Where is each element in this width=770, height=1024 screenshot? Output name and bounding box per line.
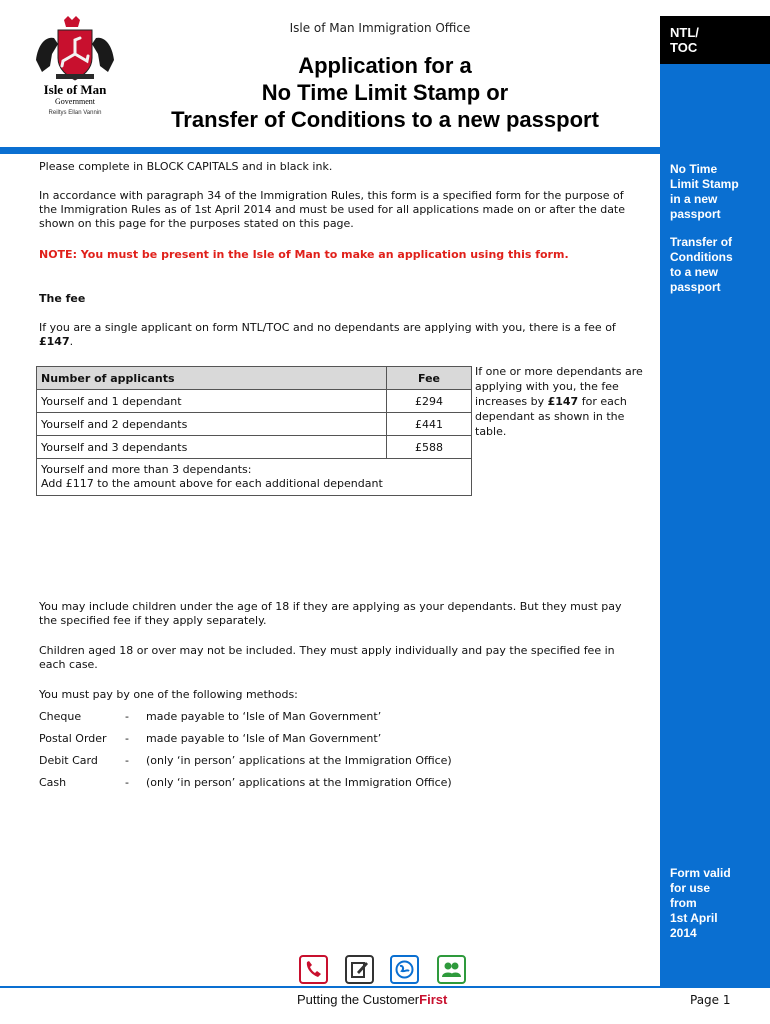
sidebar-line: passport bbox=[670, 207, 721, 221]
additional-line-2: Add £117 to the amount above for each additional dependant bbox=[41, 477, 383, 490]
office-title: Isle of Man Immigration Office bbox=[289, 21, 471, 35]
instruction-block-capitals: Please complete in BLOCK CAPITALS and in black ink. bbox=[39, 160, 333, 173]
sidebar-line: Conditions bbox=[670, 250, 733, 264]
children-over-18-text: Children aged 18 or over may not be included. They must apply individually and pay the specified fee in each case. bbox=[39, 644, 615, 671]
payment-dash: - bbox=[125, 710, 129, 723]
fee-amount: £147 bbox=[39, 335, 70, 348]
payment-detail: made payable to ‘Isle of Man Government’ bbox=[146, 732, 382, 745]
fee-cell: £588 bbox=[387, 436, 472, 459]
sidebar-line: Form valid bbox=[670, 866, 731, 880]
payment-detail: (only ‘in person’ applications at the Immigration Office) bbox=[146, 776, 452, 789]
payment-dash: - bbox=[125, 754, 129, 767]
form-code-line-2: TOC bbox=[670, 40, 698, 55]
tagline-customer: Customer bbox=[362, 992, 420, 1007]
fee-intro-text: If you are a single applicant on form NTL/TOC and no dependants are applying with you, there is a fee of bbox=[39, 321, 616, 334]
children-under-18-text: You may include children under the age of 18 if they are applying as your dependants. But they must pay the specified fee if they apply separately. bbox=[39, 600, 622, 627]
title-line-2: No Time Limit Stamp or bbox=[261, 80, 509, 105]
header-divider bbox=[0, 147, 660, 154]
form-code-box bbox=[660, 16, 770, 64]
payment-dash: - bbox=[125, 776, 129, 789]
sidebar-line: from bbox=[670, 896, 697, 910]
sidebar-line: Transfer of bbox=[670, 235, 733, 249]
sidebar-line: 1st April bbox=[670, 911, 718, 925]
fee-heading: The fee bbox=[39, 292, 86, 305]
page-number: Page 1 bbox=[690, 993, 731, 1007]
table-row bbox=[37, 390, 472, 413]
people-icon bbox=[437, 955, 466, 984]
applicants-cell: Yourself and 3 dependants bbox=[37, 436, 387, 459]
header-fee: Fee bbox=[387, 367, 472, 390]
page-title bbox=[100, 52, 670, 133]
fee-cell: £441 bbox=[387, 413, 472, 436]
payment-method: Postal Order bbox=[39, 732, 107, 745]
additional-line-1: Yourself and more than 3 dependants: bbox=[41, 463, 252, 476]
form-icon bbox=[345, 955, 374, 984]
paragraph-34-notice: In accordance with paragraph 34 of the Immigration Rules, this form is a specified form for the purpose of the Immigration Rules as of 1st April 2014 and must be used for all applications made on or after the date shown on this page for the purposes stated on this page. bbox=[39, 189, 626, 230]
sidebar-item-toc bbox=[670, 235, 760, 295]
sidebar-line: in a new bbox=[670, 192, 718, 206]
payment-method: Debit Card bbox=[39, 754, 98, 767]
logo-motto: Reiltys Ellan Vannin bbox=[48, 110, 102, 116]
sidebar-line: for use bbox=[670, 881, 711, 895]
header-accent-block bbox=[660, 64, 770, 154]
sidebar-item-ntl bbox=[670, 162, 760, 222]
fee-intro-end: . bbox=[69, 335, 74, 348]
tagline-first: First bbox=[419, 992, 448, 1007]
table-header-row bbox=[37, 367, 472, 390]
sidebar-line: passport bbox=[670, 280, 721, 294]
fee-cell: £294 bbox=[387, 390, 472, 413]
dependant-note-text: If one or more dependants are applying with you, the fee increases by bbox=[475, 365, 643, 408]
sidebar-line: Limit Stamp bbox=[670, 177, 739, 191]
payment-method: Cash bbox=[39, 776, 67, 789]
payment-dash: - bbox=[125, 732, 129, 745]
applicants-cell: Yourself and 2 dependants bbox=[37, 413, 387, 436]
dependant-note-end: for each dependant as shown in the table. bbox=[475, 395, 627, 438]
footer-divider bbox=[0, 986, 770, 988]
globe-icon bbox=[390, 955, 419, 984]
title-line-1: Application for a bbox=[298, 53, 472, 78]
payment-method: Cheque bbox=[39, 710, 82, 723]
payment-intro: You must pay by one of the following methods: bbox=[39, 688, 298, 701]
table-row bbox=[37, 413, 472, 436]
sidebar-line: No Time bbox=[670, 162, 718, 176]
applicants-cell: Yourself and 1 dependant bbox=[37, 390, 387, 413]
payment-detail: (only ‘in person’ applications at the Immigration Office) bbox=[146, 754, 452, 767]
dependant-fee-amount: £147 bbox=[547, 395, 579, 408]
payment-detail: made payable to ‘Isle of Man Government’ bbox=[146, 710, 382, 723]
sidebar-line: 2014 bbox=[670, 926, 697, 940]
title-line-3: Transfer of Conditions to a new passport bbox=[171, 107, 599, 132]
sidebar-line: to a new bbox=[670, 265, 719, 279]
additional-dependants-cell bbox=[37, 459, 472, 496]
logo-sub: Government bbox=[55, 97, 95, 106]
sidebar-form-valid bbox=[670, 866, 760, 941]
footer-tagline bbox=[297, 992, 447, 1007]
table-row bbox=[37, 459, 472, 496]
fee-intro bbox=[39, 321, 639, 349]
dependant-fee-note bbox=[475, 364, 645, 439]
header-applicants: Number of applicants bbox=[37, 367, 387, 390]
form-code-line-1: NTL/ bbox=[670, 25, 699, 40]
table-row bbox=[37, 436, 472, 459]
logo-name: Isle of Man bbox=[43, 82, 107, 97]
tagline-text: Putting the bbox=[297, 992, 363, 1007]
fee-table bbox=[36, 366, 472, 496]
presence-note: NOTE: You must be present in the Isle of Man to make an application using this form. bbox=[39, 248, 569, 261]
phone-icon bbox=[299, 955, 328, 984]
